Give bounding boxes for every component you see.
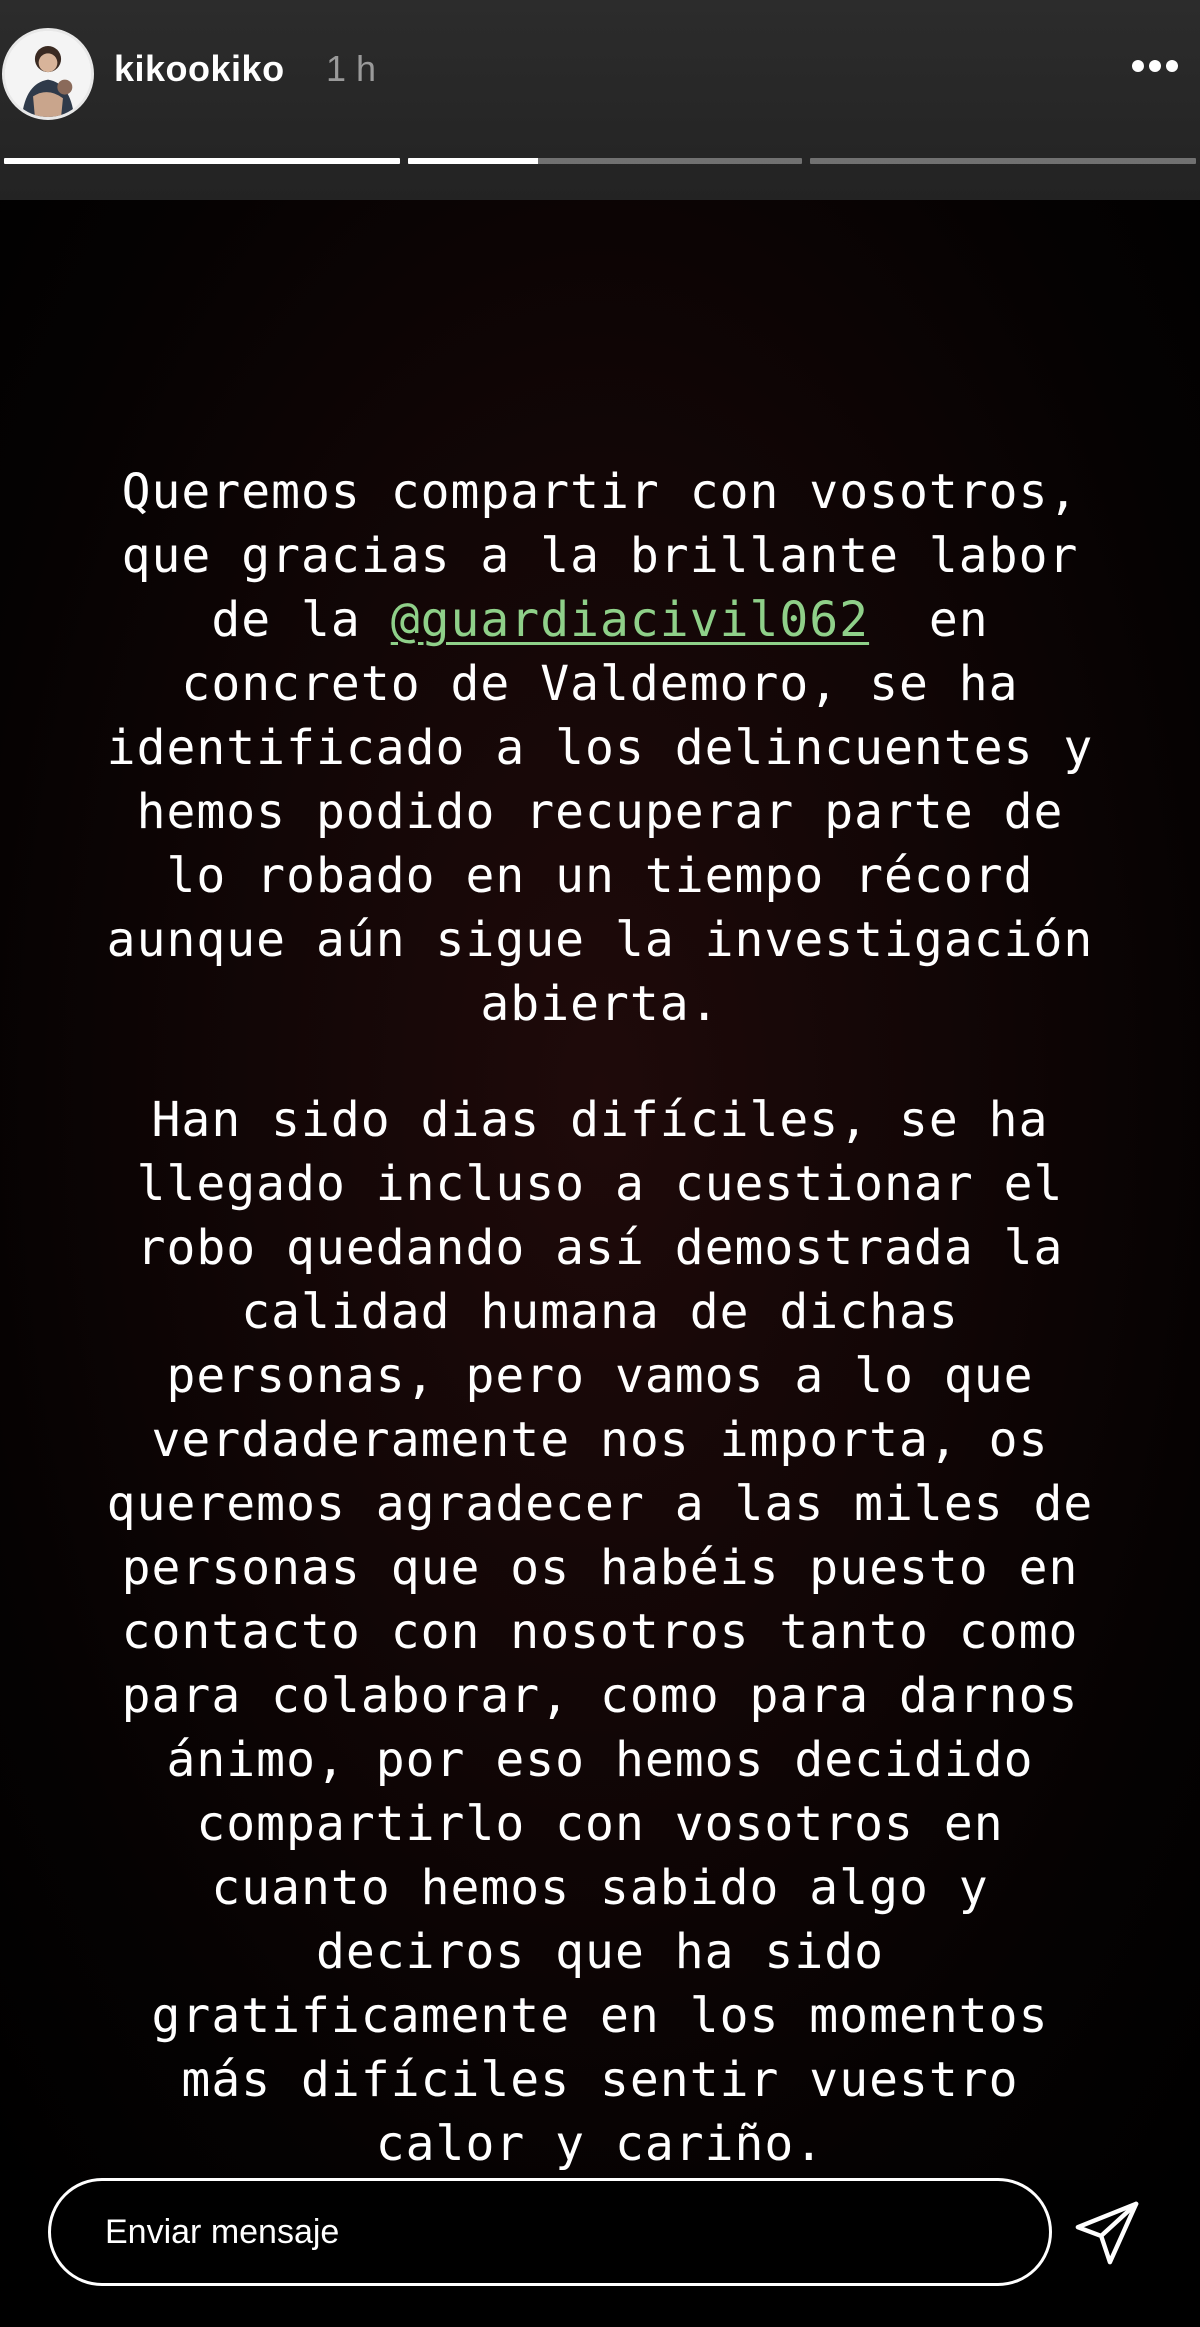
story-line: compartirlo con vosotros en [196, 1796, 1004, 1852]
story-line-with-mention [0, 588, 1200, 652]
more-options-button[interactable] [1132, 60, 1178, 72]
progress-segment-fill [4, 158, 400, 164]
story-line: hemos podido recuperar parte de [136, 784, 1064, 840]
story-line: queremos agradecer a las miles de [106, 1476, 1094, 1532]
send-icon [1072, 2198, 1142, 2268]
story-line: que gracias a la brillante labor [121, 528, 1079, 584]
story-timestamp: 1 h [326, 48, 377, 89]
story-line: personas, pero vamos a lo que [166, 1348, 1034, 1404]
story-line: identificado a los delincuentes y [106, 720, 1094, 776]
message-input[interactable] [48, 2178, 1052, 2286]
story-line-text: de la [211, 592, 391, 648]
story-line: ánimo, por eso hemos decidido [166, 1732, 1034, 1788]
progress-segment-fill [408, 158, 538, 164]
story-line: concreto de Valdemoro, se ha [181, 656, 1019, 712]
avatar-image [5, 31, 91, 117]
progress-segment-3 [810, 158, 1196, 164]
story-line: calor y cariño. [375, 2116, 825, 2172]
story-line: contacto con nosotros tanto como [121, 1604, 1079, 1660]
more-dot-icon [1166, 60, 1178, 72]
story-line: llegado incluso a cuestionar el [136, 1156, 1064, 1212]
progress-segment-2 [408, 158, 802, 164]
guardiacivil-mention-link[interactable]: @guardiacivil062 [390, 592, 870, 648]
story-line: Queremos compartir con vosotros, [121, 464, 1079, 520]
story-line: verdaderamente nos importa, os [151, 1412, 1049, 1468]
story-username[interactable]: kikookiko [114, 48, 285, 89]
story-text [0, 460, 1200, 2176]
story-line: Han sido dias difíciles, se ha [151, 1092, 1049, 1148]
story-line: deciros que ha sido [315, 1924, 885, 1980]
story-line: aunque aún sigue la investigación [106, 912, 1094, 968]
progress-segment-1 [4, 158, 400, 164]
story-line: personas que os habéis puesto en [121, 1540, 1079, 1596]
story-line: lo robado en un tiempo récord [166, 848, 1034, 904]
story-line: calidad humana de dichas [241, 1284, 959, 1340]
more-dot-icon [1132, 60, 1144, 72]
story-line: más difíciles sentir vuestro [181, 2052, 1019, 2108]
story-line: para colaborar, como para darnos [121, 1668, 1079, 1724]
send-button[interactable] [1072, 2198, 1142, 2268]
more-dot-icon [1149, 60, 1161, 72]
story-line-text: en [869, 592, 989, 648]
story-progress-bar [0, 158, 1200, 164]
story-line: gratificamente en los momentos [151, 1988, 1049, 2044]
story-line: abierta. [480, 976, 720, 1032]
paragraph-gap [0, 1036, 1200, 1088]
story-line: robo quedando así demostrada la [136, 1220, 1064, 1276]
avatar[interactable] [2, 28, 94, 120]
story-line: cuanto hemos sabido algo y [211, 1860, 989, 1916]
story-header-background [0, 0, 1200, 200]
